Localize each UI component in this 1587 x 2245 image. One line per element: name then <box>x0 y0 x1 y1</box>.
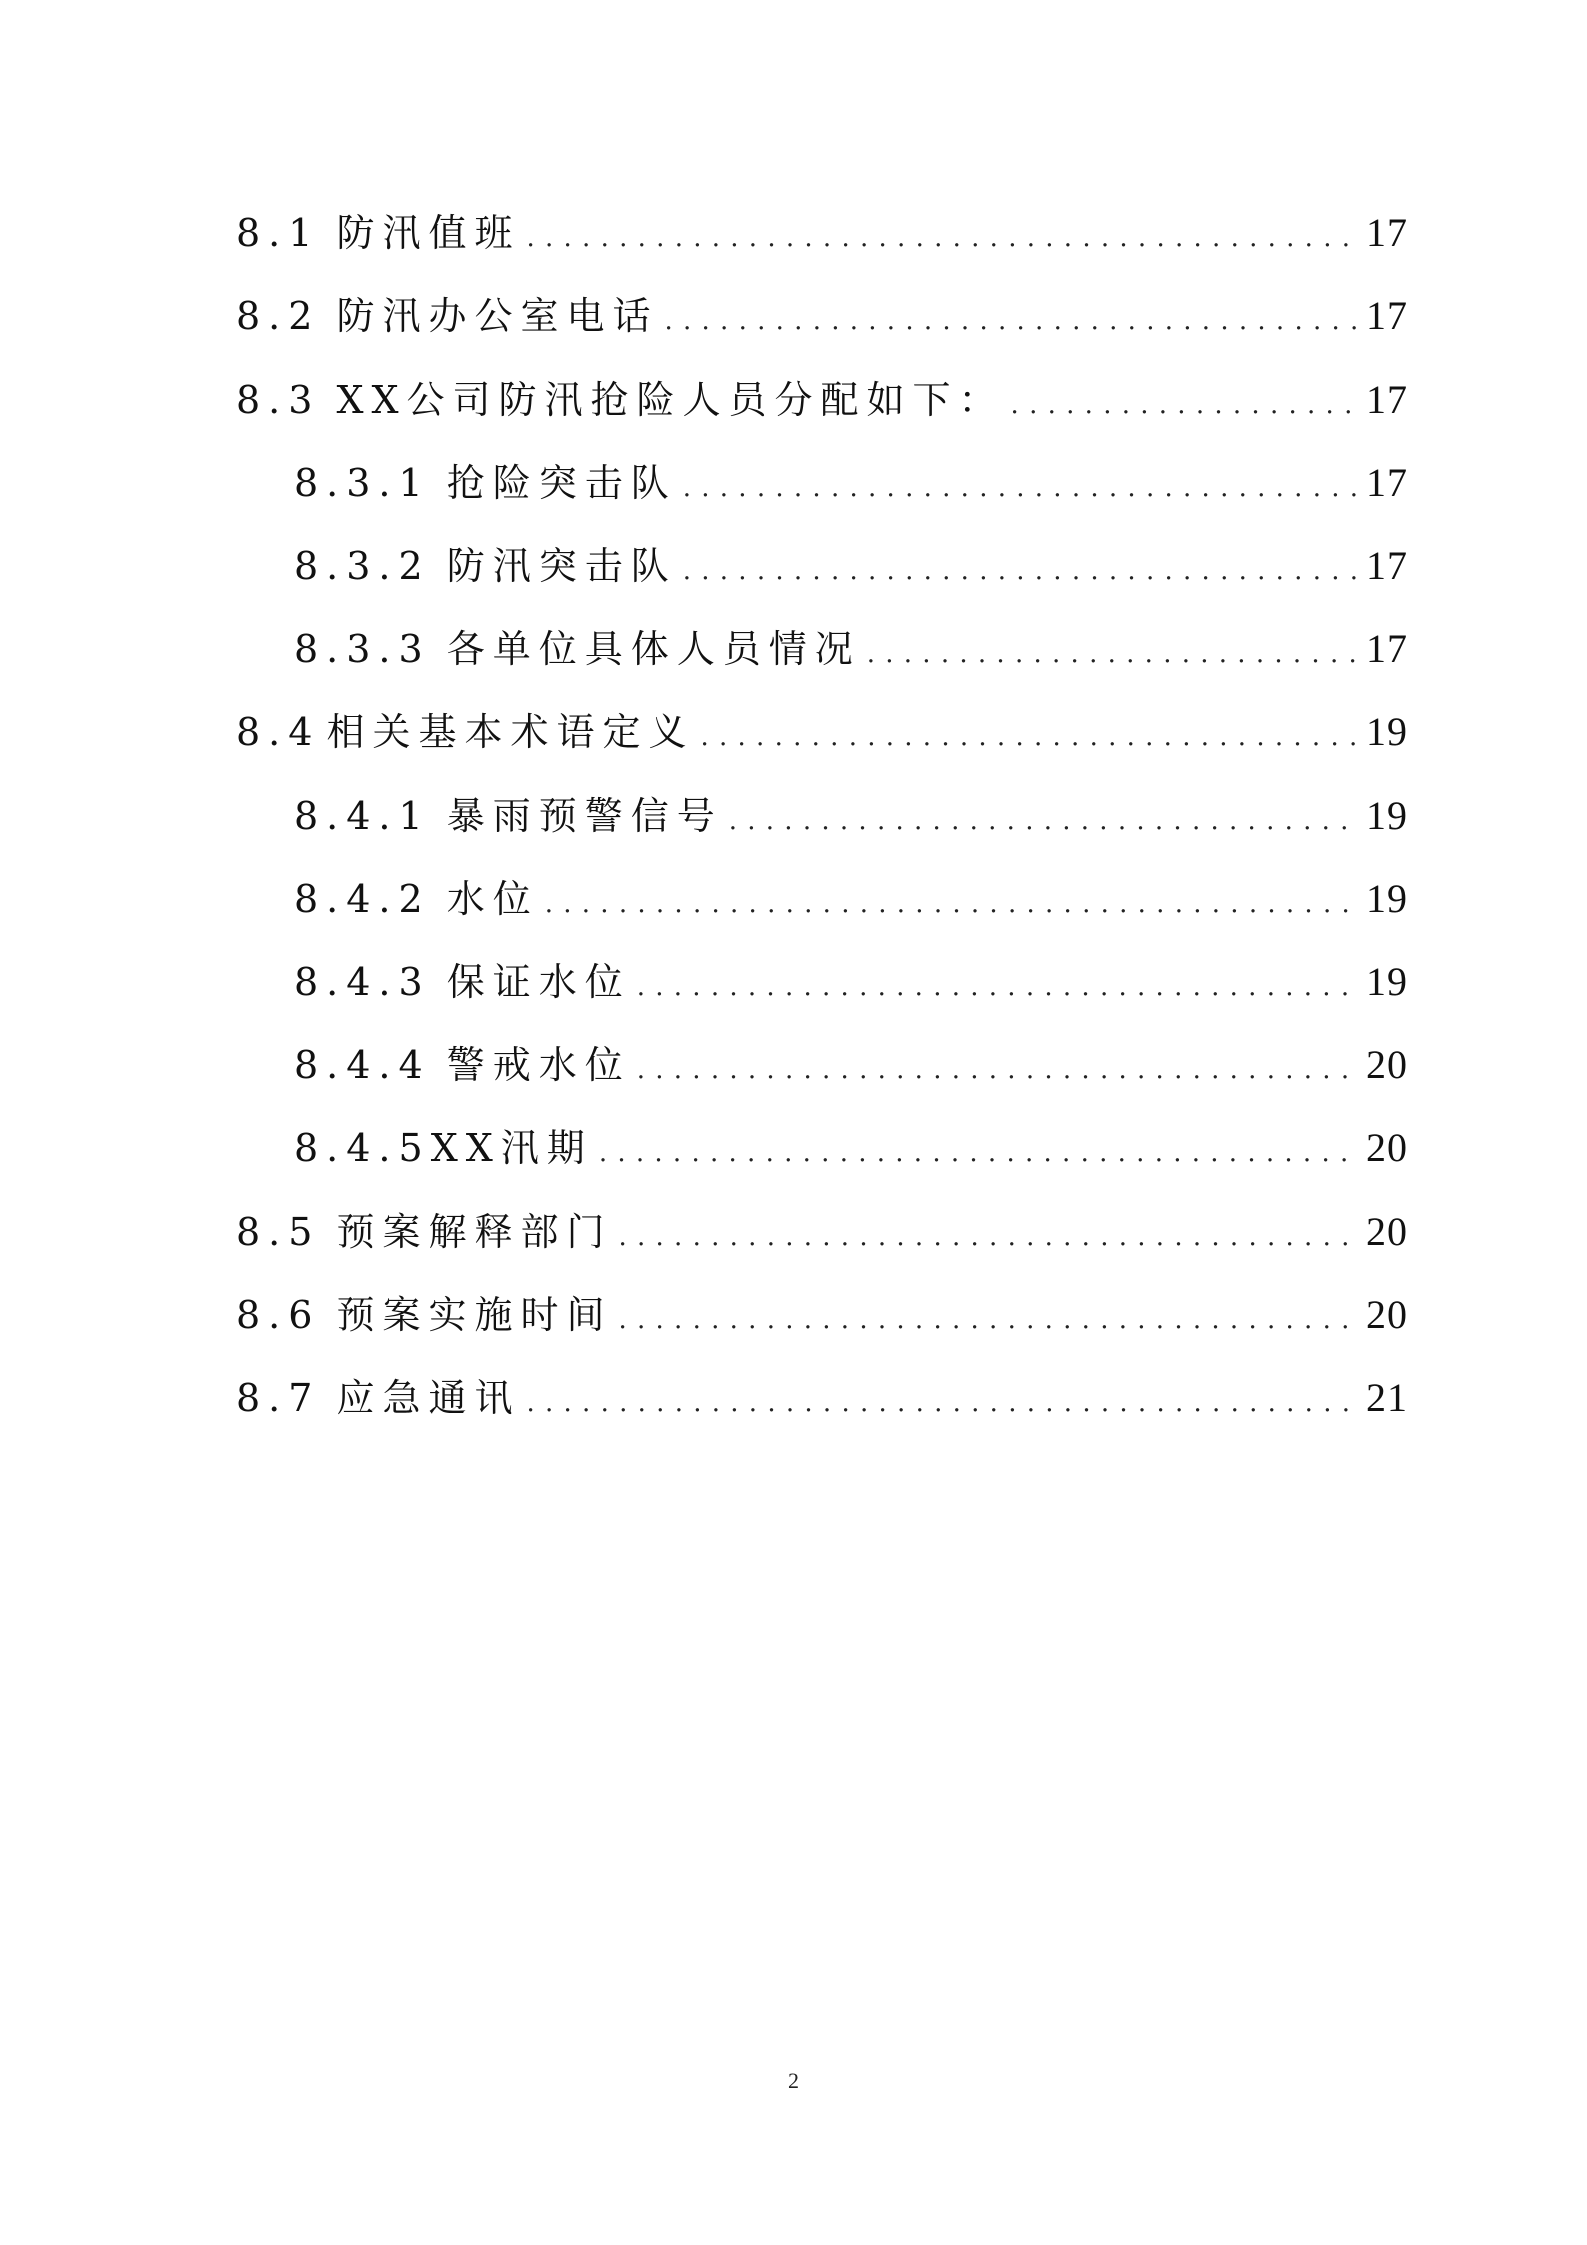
toc-entry-page: 19 <box>1366 959 1408 1004</box>
toc-entry-8-4[interactable] <box>236 697 1408 767</box>
toc-entry-8-1[interactable] <box>236 198 1408 268</box>
toc-entry-number: 8.4.4 <box>294 1043 431 1087</box>
toc-entry-8-4-4[interactable] <box>294 1030 1408 1100</box>
toc-entry-number: 8.3.3 <box>294 627 431 671</box>
dot-leader <box>700 712 1356 752</box>
toc-entry-8-4-3[interactable] <box>294 947 1408 1017</box>
toc-entry-page: 17 <box>1366 460 1408 505</box>
toc-entry-8-2[interactable] <box>236 281 1408 351</box>
toc-entry-8-3-2[interactable] <box>294 531 1408 601</box>
toc-entry-page: 20 <box>1366 1042 1408 1087</box>
toc-entry-page: 21 <box>1366 1375 1408 1420</box>
toc-entry-title: 保证水位 <box>446 960 631 1004</box>
toc-entry-title: 水位 <box>446 877 539 921</box>
dot-leader <box>637 962 1356 1002</box>
toc-entry-8-6[interactable] <box>236 1280 1408 1350</box>
toc-entry-title: 应急通讯 <box>336 1376 521 1420</box>
toc-entry-title: 防汛值班 <box>336 211 521 255</box>
toc-entry-number: 8.6 <box>236 1293 321 1337</box>
toc-entry-number: 8.7 <box>236 1376 321 1420</box>
toc-entry-number: 8.4.3 <box>294 960 431 1004</box>
toc-entry-title: 抢险突击队 <box>446 461 677 505</box>
toc-entry-page: 19 <box>1366 876 1408 921</box>
toc-entry-8-5[interactable] <box>236 1197 1408 1267</box>
toc-entry-page: 19 <box>1366 793 1408 838</box>
toc-entry-number: 8.1 <box>236 211 321 255</box>
dot-leader <box>683 546 1356 586</box>
toc-entry-number: 8.2 <box>236 294 321 338</box>
dot-leader <box>683 463 1356 503</box>
toc-entry-page: 17 <box>1366 210 1408 255</box>
dot-leader <box>618 1212 1356 1252</box>
toc-entry-8-4-1[interactable] <box>294 781 1408 851</box>
toc-entry-8-3-1[interactable] <box>294 448 1408 518</box>
toc-entry-title: 防汛办公室电话 <box>336 294 659 338</box>
dot-leader <box>526 213 1356 253</box>
toc-entry-title: 相关基本术语定义 <box>326 710 695 754</box>
toc-entry-number: 8.4.2 <box>294 877 431 921</box>
toc-entry-number: 8.5 <box>236 1210 321 1254</box>
toc-entry-page: 17 <box>1366 293 1408 338</box>
toc-entry-number: 8.3.2 <box>294 544 431 588</box>
toc-entry-number: 8.4 <box>236 710 321 754</box>
dot-leader <box>618 1295 1356 1335</box>
dot-leader <box>637 1045 1356 1085</box>
dot-leader <box>545 879 1356 919</box>
dot-leader <box>526 1378 1356 1418</box>
toc-entry-number: 8.3.1 <box>294 461 431 505</box>
toc-entry-title: XX汛期 <box>430 1126 593 1170</box>
toc-entry-title: 防汛突击队 <box>446 544 677 588</box>
toc-entry-title: 暴雨预警信号 <box>446 794 723 838</box>
toc-entry-page: 17 <box>1366 543 1408 588</box>
dot-leader <box>867 629 1356 669</box>
toc-entry-title: XX公司防汛抢险人员分配如下： <box>336 378 1005 422</box>
page-number: 2 <box>788 2068 799 2093</box>
toc-entry-8-4-5[interactable] <box>294 1113 1408 1183</box>
toc-entry-title: 预案实施时间 <box>336 1293 613 1337</box>
toc-entry-page: 19 <box>1366 709 1408 754</box>
dot-leader <box>1011 380 1356 420</box>
toc-entry-page: 20 <box>1366 1125 1408 1170</box>
dot-leader <box>729 796 1356 836</box>
dot-leader <box>664 296 1356 336</box>
toc-entry-title: 预案解释部门 <box>336 1210 613 1254</box>
toc-entry-page: 20 <box>1366 1292 1408 1337</box>
toc-entry-8-7[interactable] <box>236 1363 1408 1433</box>
toc-entry-number: 8.4.5 <box>294 1126 431 1170</box>
toc-entry-8-3-3[interactable] <box>294 614 1408 684</box>
toc-entry-page: 17 <box>1366 377 1408 422</box>
toc-entry-page: 17 <box>1366 626 1408 671</box>
toc-entry-title: 各单位具体人员情况 <box>446 627 861 671</box>
toc-entry-page: 20 <box>1366 1209 1408 1254</box>
toc-entry-8-4-2[interactable] <box>294 864 1408 934</box>
dot-leader <box>599 1128 1356 1168</box>
toc-entry-number: 8.3 <box>236 378 321 422</box>
toc-entry-8-3[interactable] <box>236 365 1408 435</box>
toc-entry-number: 8.4.1 <box>294 794 431 838</box>
toc-entry-title: 警戒水位 <box>446 1043 631 1087</box>
